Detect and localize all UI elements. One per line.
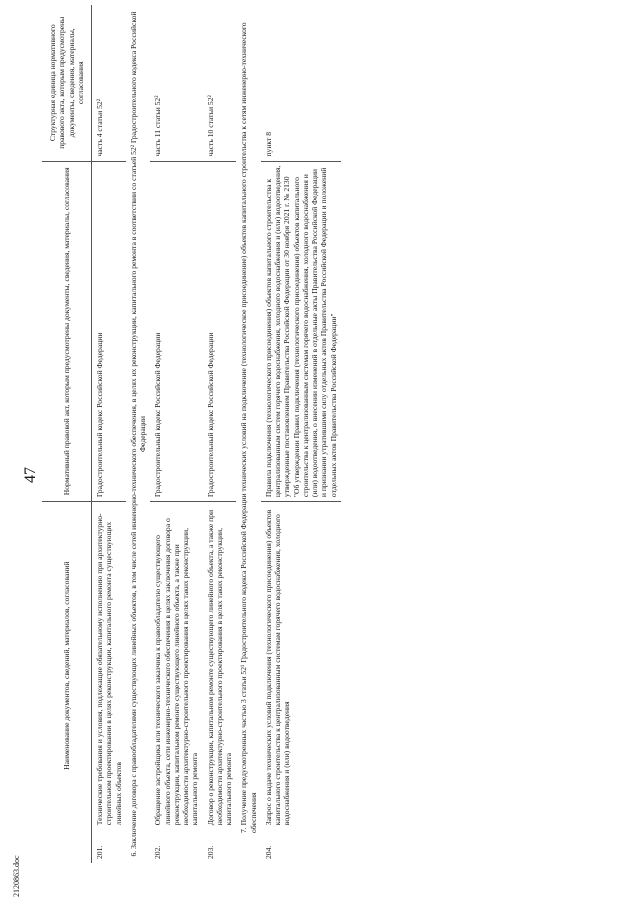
table-row — [150, 5, 202, 863]
table-row — [92, 5, 126, 863]
row-act: Правила подключения (технологического присоединения) объектов капитального строительства к централизованным систем горячего водоснабжения, холодного водоснабжения и (или) водоотведения, утвержденные постановлением Правительства Российской Федерации от 30 ноября 2021 г. № 2130 "Об утверждении Правил подключения (технологического присоединения) объектов капитального строительства к централизованным системам горячего водоснабжения, холодного водоснабжения и (или) водоотведения, о внесении изменений в отдельные акты Правительства Российской Федерации и признании утратившими силу отдельных актов Правительства Российской Федерации и положений отдельных актов Правительства Российской Федерации" — [261, 161, 341, 502]
header-act: Нормативный правовой акт, которым предусмотрены документы, сведения, материалы, согласования — [42, 161, 92, 502]
row-name: Запрос о выдаче технических условий подключения (технологического присоединения) объектов капитального строительства к централизованным системам горячего водоснабжения, холодного водоснабжения и (или) водоотведения — [263, 509, 292, 826]
document-id: 2120863.doc — [12, 855, 21, 897]
row-number: 203. — [205, 845, 215, 859]
table-row — [203, 5, 237, 863]
row-number: 201. — [95, 845, 104, 859]
row-act: Градостроительный кодекс Российской Федерации — [150, 161, 202, 502]
requirements-table — [42, 5, 341, 863]
row-name: Технические требования и условия, подлежащие обязательному исполнению при архитектурно-строительном проектировании в целях реконструкции, капитального ремонта существующих линейных объектов — [95, 513, 123, 826]
row-name: Обращение застройщика или технического заказчика к правообладателю существующего линейного объекта, сети инженерно-технического обеспечения в целях заключения договора о реконструкции, капитальном ремонте существующего линейного объекта, а также при необходимости архитектурно-строительного проектирования в целях таких реконструкции, капитального ремонта — [153, 518, 200, 826]
row-unit: часть 10 статьи 52² — [203, 5, 237, 161]
row-act: Градостроительный кодекс Российской Федерации — [92, 161, 126, 502]
row-act: Градостроительный кодекс Российской Федерации — [203, 161, 237, 502]
header-number — [42, 829, 92, 863]
row-number: 204. — [263, 845, 273, 859]
page-number: 47 — [22, 467, 39, 483]
header-name: Наименование документов, сведений, материалов, согласований — [42, 502, 92, 830]
header-unit: Структурная единица нормативного правового акта, которым предусмотрены документы, сведения, материалы, согласования — [42, 5, 92, 161]
section-7-heading: 7. Получение предусмотренных частью 3 статьи 52¹ Градостроительного кодекса Российской Федерации технических условий на подключение (технологическое присоединение) объектов капитального строительства к сетям инженерно-технического обеспечения — [239, 22, 258, 833]
section-6-heading: 6. Заключение договора с правообладателями существующих линейных объектов, в том числе сетей инженерно-технического обеспечения, в целях их реконструкции, капитального ремонта в соответствии со статьей 52² Градостроительного кодекса Российской Федерации — [128, 11, 147, 857]
row-unit: часть 11 статьи 52² — [150, 5, 202, 161]
section-heading-row — [236, 5, 261, 863]
table-header-row — [42, 5, 92, 863]
table-row — [261, 5, 341, 863]
row-number: 202. — [153, 845, 163, 859]
row-name: Договор о реконструкции, капитальном ремонте существующего линейного объекта, а также при необходимости архитектурно-строительного проектирования в целях таких реконструкции, капитального ремонта — [205, 509, 233, 826]
row-unit: часть 4 статьи 52² — [92, 5, 126, 161]
section-heading-row — [126, 5, 151, 863]
row-unit: пункт 8 — [261, 5, 341, 161]
